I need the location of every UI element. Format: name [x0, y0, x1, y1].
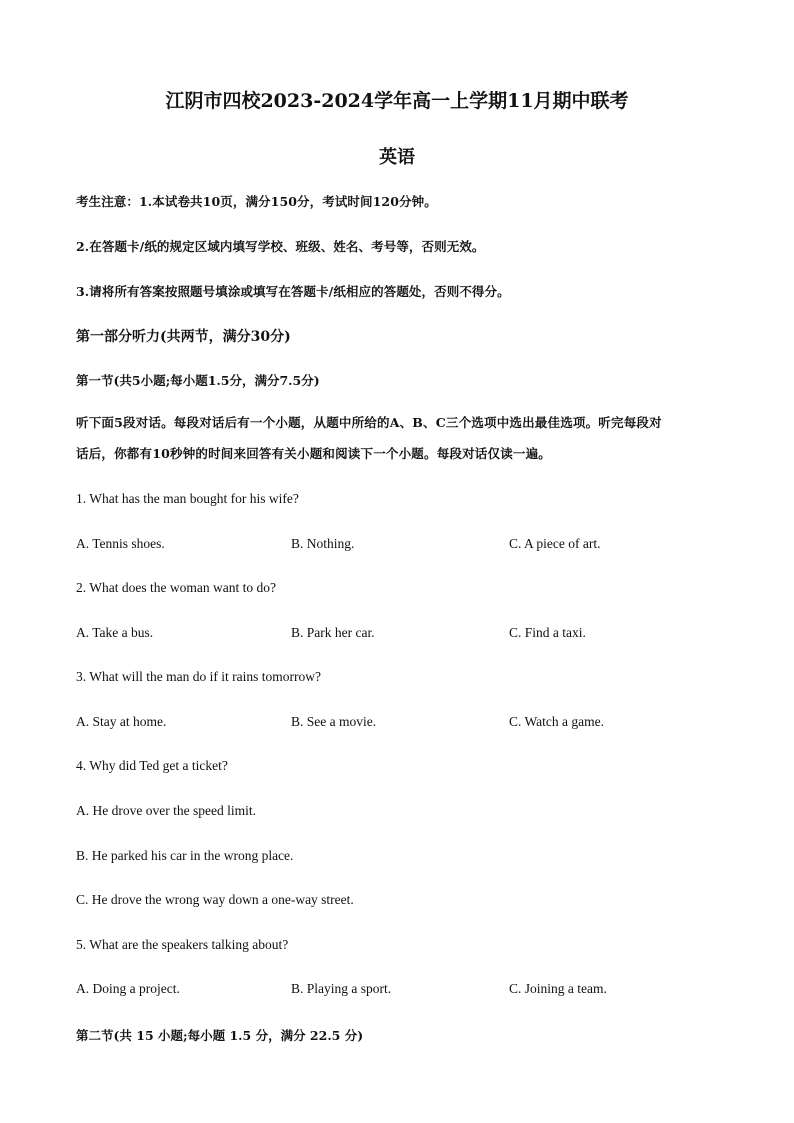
- section1-heading: 第一节(共5小题;每小题1.5分，满分7.5分): [76, 373, 320, 388]
- note-2: 2.在答题卡/纸的规定区域内填写学校、班级、姓名、考号等，否则无效。: [76, 239, 485, 254]
- question-3-option-a[interactable]: A. Stay at home.: [76, 714, 167, 729]
- question-2-option-b[interactable]: B. Park her car.: [291, 625, 375, 640]
- instructions-line-1: 听下面5段对话。每段对话后有一个小题，从题中所给的A、B、C三个选项中选出最佳选项。听完每段对: [76, 415, 662, 430]
- part1-heading: 第一部分听力(共两节，满分30分): [76, 329, 291, 345]
- question-3-stem: 3. What will the man do if it rains tomorrow?: [76, 669, 321, 684]
- question-3-option-c[interactable]: C. Watch a game.: [509, 714, 605, 729]
- question-5-option-b[interactable]: B. Playing a sport.: [291, 981, 392, 996]
- exam-title: 江阴市四校2023-2024学年高一上学期11月期中联考: [165, 90, 629, 112]
- question-3-option-b[interactable]: B. See a movie.: [291, 714, 377, 729]
- question-4-stem: 4. Why did Ted get a ticket?: [76, 758, 228, 773]
- question-5-option-c[interactable]: C. Joining a team.: [509, 981, 607, 996]
- question-2-option-a[interactable]: A. Take a bus.: [76, 625, 154, 640]
- instructions-line-2: 话后，你都有10秒钟的时间来回答有关小题和阅读下一个小题。每段对话仅读一遍。: [76, 446, 551, 461]
- question-5-stem: 5. What are the speakers talking about?: [76, 937, 289, 952]
- question-4-option-b[interactable]: B. He parked his car in the wrong place.: [76, 848, 294, 863]
- question-1-option-c[interactable]: C. A piece of art.: [509, 536, 601, 551]
- question-2-option-c[interactable]: C. Find a taxi.: [509, 625, 586, 640]
- note-3: 3.请将所有答案按照题号填涂或填写在答题卡/纸相应的答题处，否则不得分。: [76, 284, 510, 299]
- section2-heading: 第二节(共 15 小题;每小题 1.5 分，满分 22.5 分): [76, 1028, 364, 1043]
- question-4-option-c[interactable]: C. He drove the wrong way down a one-way street.: [76, 892, 354, 907]
- question-1-option-b[interactable]: B. Nothing.: [291, 536, 355, 551]
- listening-instructions: [76, 407, 721, 469]
- question-1-option-a[interactable]: A. Tennis shoes.: [76, 536, 165, 551]
- question-5-option-a[interactable]: A. Doing a project.: [76, 981, 180, 996]
- note-1: 考生注意：1.本试卷共10页，满分150分，考试时间120分钟。: [76, 194, 437, 209]
- question-4-option-a[interactable]: A. He drove over the speed limit.: [76, 803, 256, 818]
- question-2-stem: 2. What does the woman want to do?: [76, 580, 276, 595]
- subject-title: 英语: [379, 147, 415, 168]
- question-1-stem: 1. What has the man bought for his wife?: [76, 491, 299, 506]
